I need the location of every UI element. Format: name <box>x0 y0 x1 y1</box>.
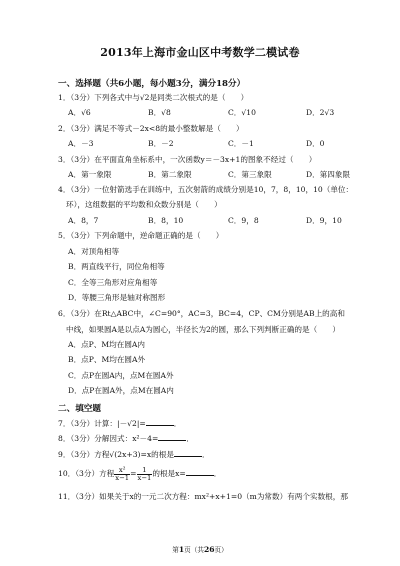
question-9 <box>58 449 210 460</box>
question-10 <box>58 466 221 482</box>
question-5 <box>58 231 223 241</box>
question-text: （3分）方程 <box>75 469 115 478</box>
footer-mid: 页（共 <box>184 546 204 554</box>
question-1 <box>58 93 248 103</box>
question-end: ． <box>173 419 182 428</box>
answer-blank[interactable] <box>146 418 174 426</box>
option-d: D．等腰三角形是轴对称图形 <box>68 293 166 302</box>
radical-expression: √2 <box>139 93 150 102</box>
question-text: （3分）如果关于x的一元二次方程：mx²+x+1=0（m为常数）有两个实数根，那 <box>75 492 348 501</box>
option-d: D．点P在圆A外，点M在圆A内 <box>68 386 174 395</box>
fraction-left <box>114 467 130 482</box>
option-c: C．√10 <box>228 108 256 117</box>
equals-sign: = <box>130 469 137 478</box>
question-4 <box>58 185 353 195</box>
question-text-cont: 的根是x= <box>152 469 186 478</box>
question-text: （3分）分解因式：x²－4= <box>70 434 159 443</box>
numerator: 1 <box>137 467 153 475</box>
option-a: A．8，7 <box>68 216 99 225</box>
question-text: （3分）一位射箭选手在训练中，五次射箭的成绩分别是10，7，8，10，10（单位： <box>70 185 354 194</box>
section-title: 一、选择题 <box>58 79 101 89</box>
option-a: A．对顶角相等 <box>68 247 120 256</box>
question-7 <box>58 418 181 429</box>
question-end: ． <box>186 434 194 443</box>
question-number: 2． <box>58 124 71 133</box>
question-end: ． <box>201 450 210 459</box>
question-text: （3分）满足不等式－2x<8的最小整数解是（ ） <box>70 124 244 133</box>
question-8 <box>58 433 194 444</box>
question-number: 1． <box>58 93 71 102</box>
option-a: A．点P、M均在圆A内 <box>68 340 146 349</box>
option-a: A．√6 <box>68 108 91 117</box>
option-c: C．点P在圆A内，点M在圆A外 <box>68 371 174 380</box>
question-text: （3分）下列命题中，逆命题正确的是（ ） <box>70 231 224 240</box>
question-end: ． <box>213 469 222 478</box>
section-heading-fill: 二、填空题 <box>58 404 101 414</box>
option-d: D．2√3 <box>306 108 335 117</box>
section-heading-choice <box>58 77 245 89</box>
question-number: 5． <box>58 231 71 240</box>
page-total: 26 <box>203 545 215 554</box>
question-number: 8． <box>58 434 71 443</box>
option-c: C．全等三角形对应角相等 <box>68 278 158 287</box>
footer-suffix: 页） <box>214 546 228 554</box>
numerator: x² <box>114 467 130 475</box>
question-text: （3分）计算：|－√2|= <box>70 419 146 428</box>
question-text: （3分）在Rt△ABC中，∠C=90°，AC=3，BC=4，CP、CM分别是AB上的高和 <box>70 309 345 318</box>
footer-prefix: 第 <box>172 546 179 554</box>
question-6 <box>58 309 345 319</box>
fraction-right <box>137 467 153 482</box>
question-text: （3分）下列各式中与 <box>70 93 140 102</box>
option-d: D．0 <box>306 139 325 148</box>
question-number: 9． <box>58 450 71 459</box>
option-c: C．－1 <box>228 139 254 148</box>
question-number: 10． <box>58 469 76 478</box>
option-a: A．第一象限 <box>68 170 112 179</box>
question-3 <box>58 155 316 165</box>
answer-blank[interactable] <box>186 468 214 476</box>
answer-blank[interactable] <box>158 433 186 441</box>
question-number: 3． <box>58 155 71 164</box>
option-b: B．点P、M均在圆A外 <box>68 355 146 364</box>
question-6-line2: 中线，如果圆A是以点A为圆心，半径长为2的圆，那么下列判断正确的是（ ） <box>66 325 340 334</box>
option-b: B．两直线平行，同位角相等 <box>68 262 165 271</box>
option-c: C．9，8 <box>228 216 259 225</box>
question-number: 6． <box>58 309 71 318</box>
option-c: C．第三象限 <box>228 170 272 179</box>
question-text: （3分）在平面直角坐标系中，一次函数y＝－3x+1的图象不经过（ ） <box>70 155 317 164</box>
option-b: B．第二象限 <box>148 170 192 179</box>
denominator: x−1 <box>115 473 130 482</box>
question-text: （3分）方程√(2x+3)=x的根是 <box>70 450 174 459</box>
option-b: B．8，10 <box>148 216 184 225</box>
option-d: D．第四象限 <box>306 170 351 179</box>
section-note: （共6小题，每小题3分，满分18分） <box>100 79 246 89</box>
question-4-line2: 环），这组数据的平均数和众数分别是（ ） <box>66 200 222 209</box>
question-number: 11． <box>58 492 76 501</box>
question-11 <box>58 492 348 502</box>
question-number: 7． <box>58 419 71 428</box>
page-number: 1 <box>178 545 185 554</box>
option-b: B．－2 <box>148 139 174 148</box>
option-b: B．√8 <box>148 108 171 117</box>
denominator: x−1 <box>137 473 152 482</box>
question-number: 4． <box>58 185 71 194</box>
option-d: D．9，10 <box>306 216 342 225</box>
question-2 <box>58 124 244 134</box>
question-text-cont: 是同类二次根式的是（ ） <box>149 93 249 102</box>
answer-blank[interactable] <box>174 449 202 457</box>
page-footer <box>0 544 400 554</box>
exam-title: 2013年上海市金山区中考数学二模试卷 <box>100 46 300 59</box>
option-a: A．－3 <box>68 139 94 148</box>
